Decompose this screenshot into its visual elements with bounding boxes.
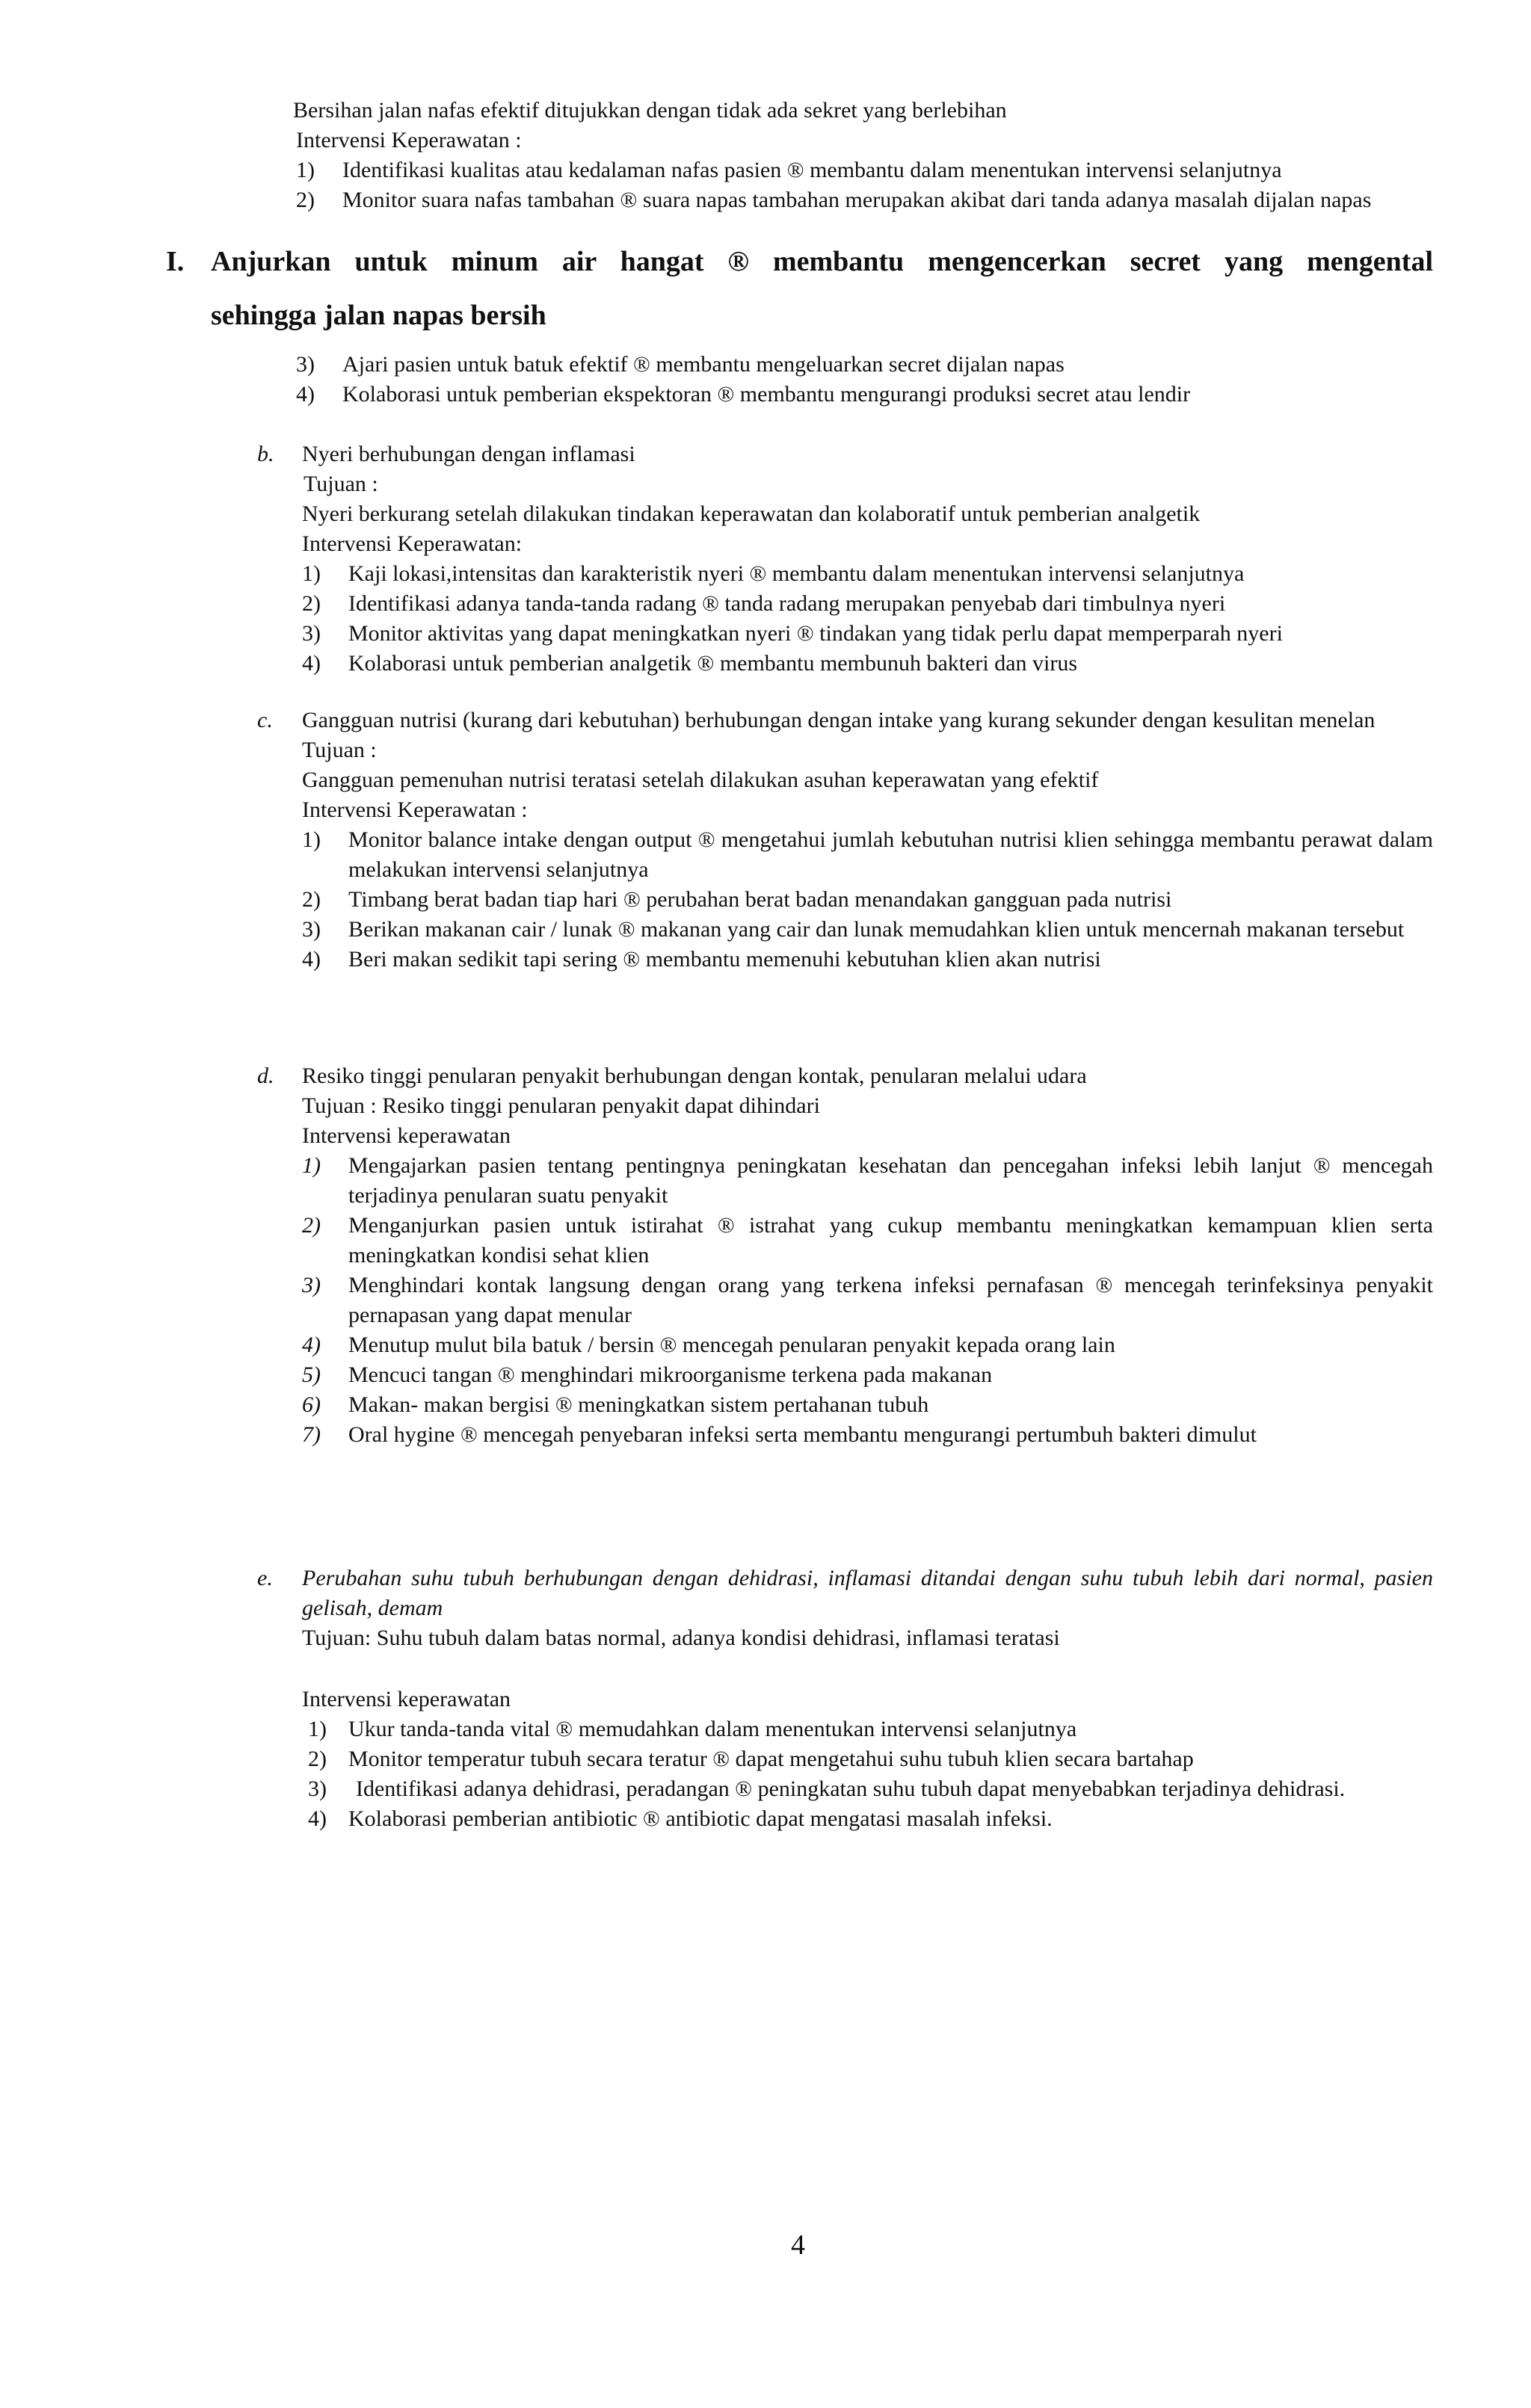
item-text: Monitor balance intake dengan output ® mengetahui jumlah kebutuhan nutrisi klien sehingga membantu perawat dalam melakukan intervensi selanjutnya: [348, 827, 1433, 882]
item-text: Beri makan sedikit tapi sering ® membantu memenuhi kebutuhan klien akan nutrisi: [348, 947, 1101, 972]
section-c-tujuan-label: Tujuan :: [302, 738, 377, 762]
section-b-letter: b.: [257, 442, 274, 466]
item-text: Timbang berat badan tiap hari ® perubahan berat badan menandakan gangguan pada nutrisi: [348, 887, 1172, 912]
item-number: 1): [308, 1717, 327, 1741]
section-c: [302, 706, 1433, 975]
list-item: [296, 350, 1433, 380]
list-item: [302, 1360, 1433, 1390]
item-text: Kolaborasi pemberian antibiotic ® antibiotic dapat mengatasi masalah infeksi.: [348, 1806, 1053, 1831]
item-number: 2): [302, 887, 321, 912]
item-text: Monitor aktivitas yang dapat meningkatkan nyeri ® tindakan yang tidak perlu dapat memperparah nyeri: [348, 621, 1283, 646]
section-b-tujuan-label: Tujuan :: [304, 472, 378, 496]
item-number: 7): [302, 1422, 321, 1447]
section-e-letter: e.: [257, 1566, 273, 1590]
item-number: 3): [296, 352, 315, 377]
item-number: 5): [302, 1362, 321, 1387]
item-text: Kaji lokasi,intensitas dan karakteristik nyeri ® membantu dalam menentukan intervensi selanjutnya: [348, 561, 1245, 586]
list-item: [302, 1271, 1433, 1330]
item-number: 2): [308, 1747, 327, 1771]
list-item: [302, 1420, 1433, 1450]
list-item: [308, 1744, 1433, 1774]
list-item: [308, 1714, 1433, 1744]
list-item: [302, 1390, 1433, 1420]
list-item: [302, 1211, 1433, 1271]
after-heading-list: [296, 350, 1433, 410]
item-number: 1): [302, 827, 321, 852]
list-item: [302, 825, 1433, 885]
item-text: Menutup mulut bila batuk / bersin ® mencegah penularan penyakit kepada orang lain: [348, 1333, 1115, 1357]
item-number: 4): [302, 651, 321, 676]
item-text: Oral hygine ® mencegah penyebaran infeksi serta membantu mengurangi pertumbuh bakteri dimulut: [348, 1422, 1257, 1447]
item-number: 3): [302, 917, 321, 942]
item-number: 3): [302, 621, 321, 646]
section-b-tujuan-text: Nyeri berkurang setelah dilakukan tindakan keperawatan dan kolaboratif untuk pemberian analgetik: [302, 501, 1201, 526]
section-b-title: Nyeri berhubungan dengan inflamasi: [302, 442, 635, 466]
item-text: Makan- makan bergisi ® meningkatkan sistem pertahanan tubuh: [348, 1392, 929, 1417]
list-item: [302, 559, 1433, 589]
intro-line: Bersihan jalan nafas efektif ditujukkan dengan tidak ada sekret yang berlebihan: [293, 98, 1007, 123]
top-list: [296, 155, 1433, 215]
section-e-interventions: [302, 1685, 1433, 1834]
item-text: Monitor temperatur tubuh secara teratur ® dapat mengetahui suhu tubuh klien secara bartahap: [348, 1747, 1194, 1771]
item-text: Kolaborasi untuk pemberian analgetik ® membantu membunuh bakteri dan virus: [348, 651, 1078, 676]
section-heading: [166, 235, 1437, 342]
list-item: [302, 1151, 1433, 1211]
item-text: Mencuci tangan ® menghindari mikroorganisme terkena pada makanan: [348, 1362, 993, 1387]
list-item: [302, 649, 1433, 679]
list-item: [302, 945, 1433, 975]
item-number: 2): [296, 188, 315, 212]
item-text: Monitor suara nafas tambahan ® suara napas tambahan merupakan akibat dari tanda adanya masalah dijalan napas: [342, 188, 1372, 212]
item-number: 2): [302, 591, 321, 616]
item-number: 4): [308, 1806, 327, 1831]
item-number: 4): [302, 1333, 321, 1357]
intervensi-label: Intervensi Keperawatan :: [296, 128, 522, 152]
item-text: Identifikasi kualitas atau kedalaman nafas pasien ® membantu dalam menentukan intervensi selanjutnya: [342, 158, 1282, 182]
section-b-intervensi-label: Intervensi Keperawatan:: [302, 531, 523, 556]
list-item: [308, 1774, 1433, 1804]
item-number: 6): [302, 1392, 321, 1417]
section-b: [302, 439, 1433, 679]
item-text: Menganjurkan pasien untuk istirahat ® istrahat yang cukup membantu meningkatkan kemampuan klien serta meningkatkan kondisi sehat klien: [348, 1213, 1433, 1268]
section-d-intervensi-label: Intervensi keperawatan: [302, 1123, 511, 1148]
item-text: Berikan makanan cair / lunak ® makanan yang cair dan lunak memudahkan klien untuk mencernah makanan tersebut: [348, 917, 1405, 942]
item-number: 4): [296, 382, 315, 407]
list-item: [296, 380, 1433, 410]
item-text: Identifikasi adanya dehidrasi, peradangan ® peningkatan suhu tubuh dapat menyebabkan terjadinya dehidrasi.: [356, 1776, 1346, 1801]
section-d-title: Resiko tinggi penularan penyakit berhubungan dengan kontak, penularan melalui udara: [302, 1063, 1087, 1088]
section-e-title: Perubahan suhu tubuh berhubungan dengan dehidrasi, inflamasi ditandai dengan suhu tubuh lebih dari normal, pasien gelisah, demam: [302, 1566, 1433, 1620]
top-section: [293, 96, 1433, 155]
section-d-letter: d.: [257, 1063, 274, 1088]
item-text: Menghindari kontak langsung dengan orang yang terkena infeksi pernafasan ® mencegah terinfeksinya penyakit pernapasan yang dapat menular: [348, 1273, 1433, 1327]
item-number: 1): [302, 561, 321, 586]
section-c-tujuan-text: Gangguan pemenuhan nutrisi teratasi setelah dilakukan asuhan keperawatan yang efektif: [302, 768, 1099, 792]
page-number: 4: [791, 2229, 805, 2261]
section-e-intervensi-label: Intervensi keperawatan: [302, 1687, 511, 1711]
item-number: 1): [302, 1153, 321, 1178]
list-item: [302, 589, 1433, 619]
list-item: [302, 915, 1433, 945]
list-item: [296, 155, 1433, 185]
section-d: [302, 1061, 1433, 1450]
section-e-tujuan: Tujuan: Suhu tubuh dalam batas normal, adanya kondisi dehidrasi, inflamasi teratasi: [302, 1626, 1060, 1650]
item-text: Kolaborasi untuk pemberian ekspektoran ® membantu mengurangi produksi secret atau lendir: [342, 382, 1191, 407]
item-text: Identifikasi adanya tanda-tanda radang ® tanda radang merupakan penyebab dari timbulnya nyeri: [348, 591, 1226, 616]
heading-line-2: sehingga jalan napas bersih: [211, 300, 546, 331]
section-c-letter: c.: [257, 708, 273, 732]
item-text: Ajari pasien untuk batuk efektif ® membantu mengeluarkan secret dijalan napas: [342, 352, 1065, 377]
list-item: [308, 1804, 1433, 1834]
section-e: [302, 1563, 1433, 1653]
item-number: 2): [302, 1213, 321, 1238]
heading-label: I.: [166, 246, 185, 277]
item-number: 3): [302, 1273, 321, 1297]
item-number: 3): [308, 1776, 327, 1801]
heading-line-1: Anjurkan untuk minum air hangat ® membantu mengencerkan secret yang mengental: [211, 246, 1433, 277]
list-item: [296, 185, 1433, 215]
item-number: 1): [296, 158, 315, 182]
list-item: [302, 1330, 1433, 1360]
item-text: Mengajarkan pasien tentang pentingnya peningkatan kesehatan dan pencegahan infeksi lebih lanjut ® mencegah terjadinya penularan suatu penyakit: [348, 1153, 1433, 1208]
section-c-intervensi-label: Intervensi Keperawatan :: [302, 797, 528, 822]
item-number: 4): [302, 947, 321, 972]
item-text: Ukur tanda-tanda vital ® memudahkan dalam menentukan intervensi selanjutnya: [348, 1717, 1077, 1741]
section-d-tujuan: Tujuan : Resiko tinggi penularan penyakit dapat dihindari: [302, 1093, 820, 1118]
list-item: [302, 619, 1433, 649]
section-c-title: Gangguan nutrisi (kurang dari kebutuhan) berhubungan dengan intake yang kurang sekunder dengan kesulitan menelan: [302, 708, 1376, 732]
list-item: [302, 885, 1433, 915]
